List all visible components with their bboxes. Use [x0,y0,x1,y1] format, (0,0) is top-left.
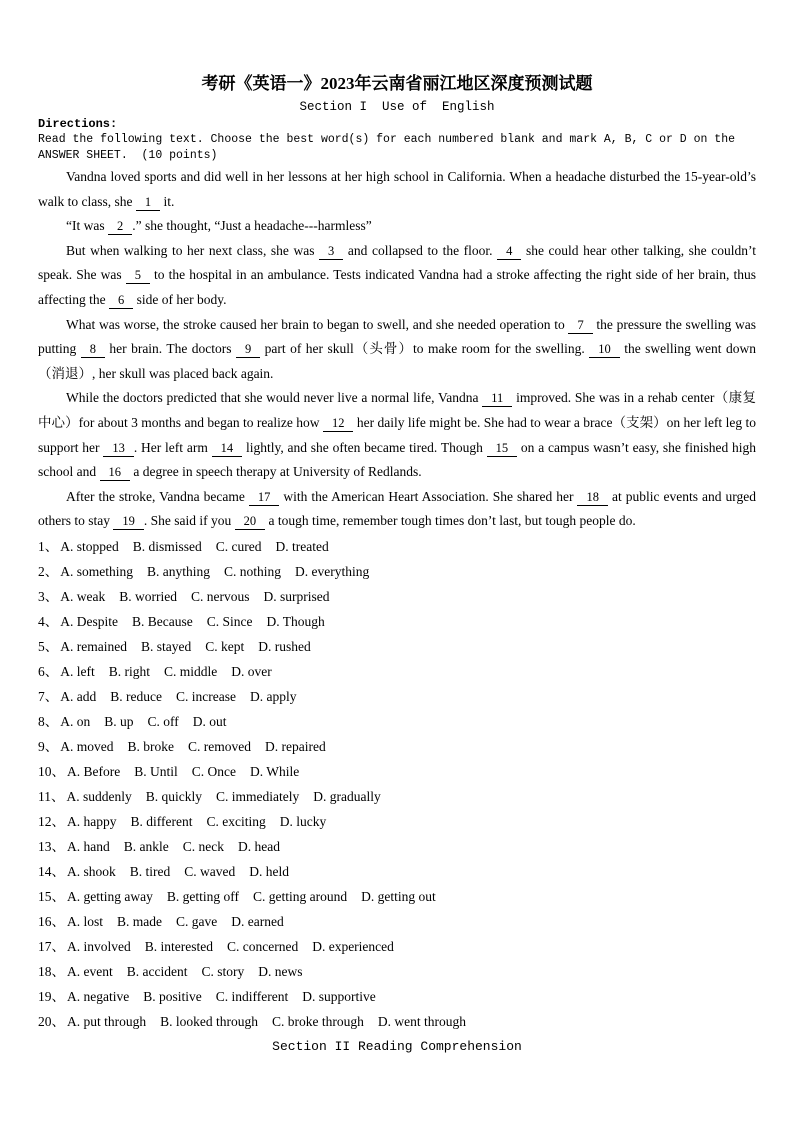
section2-heading: Section II Reading Comprehension [272,1038,522,1054]
question-14-option-A: A. shook [67,863,116,879]
question-row-4 [38,609,756,634]
cloze-blank-13: 13 [103,440,134,457]
cloze-blank-6: 6 [109,292,133,309]
question-row-10 [38,759,756,784]
question-number: 11、 [38,788,65,804]
question-number: 18、 [38,963,65,979]
question-10-option-D: D. While [250,763,300,779]
question-list [38,534,756,1034]
question-14-option-C: C. waved [184,863,236,879]
question-number: 3、 [38,588,59,604]
cloze-blank-12: 12 [323,415,354,432]
question-number: 13、 [38,838,65,854]
question-13-option-D: D. head [238,838,280,854]
cloze-blank-16: 16 [100,464,131,481]
passage-text: part of her skull（头骨）to make room for the swelling. [260,341,590,357]
question-5-option-C: C. kept [205,638,245,654]
question-11-option-C: C. immediately [216,788,300,804]
question-number: 1、 [38,538,59,554]
cloze-blank-18: 18 [577,489,608,506]
cloze-blank-8: 8 [81,341,105,358]
question-14-option-B: B. tired [129,863,171,879]
cloze-blank-1: 1 [136,194,160,211]
question-15-option-A: A. getting away [67,888,153,904]
question-11-option-B: B. quickly [145,788,202,804]
question-19-option-D: D. supportive [302,988,376,1004]
question-3-option-C: C. nervous [190,588,250,604]
question-12-option-B: B. different [130,813,193,829]
cloze-blank-14: 14 [212,440,243,457]
passage-text: at public events and urged others to stay [38,488,756,529]
question-number: 12、 [38,813,65,829]
question-2-option-A: A. something [60,563,133,579]
question-20-option-A: A. put through [67,1013,147,1029]
question-9-option-D: D. repaired [265,738,326,754]
question-17-option-B: B. interested [144,938,213,954]
question-20-option-D: D. went through [377,1013,466,1029]
cloze-blank-11: 11 [482,390,512,407]
question-16-option-B: B. made [117,913,163,929]
question-5-option-D: D. rushed [258,638,311,654]
question-19-option-A: A. negative [67,988,130,1004]
cloze-blank-4: 4 [497,243,521,260]
question-19-option-C: C. indifferent [215,988,289,1004]
question-17-option-A: A. involved [67,938,131,954]
question-row-14 [38,859,756,884]
question-15-option-D: D. getting out [361,888,436,904]
question-12-option-D: D. lucky [279,813,327,829]
passage-text: While the doctors predicted that she would never live a normal life, Vandna [66,390,483,406]
directions-text: Read the following text. Choose the best word(s) for each numbered blank and mark A, B, C or D on the ANSWER SHEET. (10 points) [38,133,742,162]
question-6-option-C: C. middle [164,663,218,679]
question-row-20 [38,1009,756,1034]
passage-text: her daily life might be. She had to wear a brace（支架）on her left leg to support her [38,414,756,455]
passage-text: After the stroke, Vandna became [66,488,249,504]
question-7-option-A: A. add [60,688,97,704]
question-row-15 [38,884,756,909]
passage-text: improved. She was in a rehab center（康复中心）for about 3 months and began to realize how [38,390,756,430]
cloze-blank-20: 20 [235,513,266,530]
question-row-11 [38,784,756,809]
question-4-option-A: A. Despite [60,613,118,629]
question-number: 15、 [38,888,65,904]
passage-text: a tough time, remember tough times don’t last, but tough people do. [265,513,636,529]
question-4-option-D: D. Though [266,613,325,629]
question-row-13 [38,834,756,859]
question-2-option-B: B. anything [147,563,210,579]
cloze-blank-19: 19 [113,513,144,530]
question-2-option-D: D. everything [295,563,370,579]
question-15-option-C: C. getting around [252,888,348,904]
question-number: 7、 [38,688,59,704]
passage-text: Vandna loved sports and did well in her lessons at her high school in California. When a headache disturbed the 15-year-old’s walk to class, she [38,169,756,209]
cloze-blank-7: 7 [568,317,592,334]
directions-label: Directions: [38,117,118,131]
question-8-option-A: A. on [60,713,91,729]
question-9-option-B: B. broke [127,738,174,754]
question-8-option-C: C. off [147,713,179,729]
cloze-passage [38,165,756,534]
passage-text: a degree in speech therapy at University of Redlands. [130,464,422,480]
question-row-19 [38,984,756,1009]
question-3-option-A: A. weak [60,588,106,604]
question-11-option-D: D. gradually [313,788,381,804]
question-17-option-C: C. concerned [226,938,299,954]
question-6-option-A: A. left [60,663,95,679]
section1-heading: Section I Use of English [299,100,495,114]
question-number: 16、 [38,913,65,929]
question-number: 2、 [38,563,59,579]
question-9-option-C: C. removed [188,738,251,754]
passage-text: side of her body. [133,291,227,307]
question-5-option-A: A. remained [60,638,127,654]
passage-paragraph-1 [38,165,756,214]
question-13-option-A: A. hand [67,838,110,854]
question-number: 19、 [38,988,65,1004]
question-number: 17、 [38,938,65,954]
passage-text: the swelling went down（消退）, her skull was placed back again. [38,341,756,381]
passage-paragraph-6 [38,485,756,534]
question-7-option-C: C. increase [175,688,236,704]
question-10-option-C: C. Once [191,763,236,779]
passage-text: on a campus wasn’t easy, she finished high school and [38,439,756,480]
question-8-option-D: D. out [192,713,227,729]
question-20-option-B: B. looked through [160,1013,258,1029]
question-row-12 [38,809,756,834]
question-18-option-D: D. news [258,963,303,979]
cloze-blank-2: 2 [108,218,132,235]
question-number: 4、 [38,613,59,629]
question-number: 5、 [38,638,59,654]
cloze-blank-17: 17 [249,489,280,506]
question-row-17 [38,934,756,959]
question-number: 9、 [38,738,59,754]
passage-text: with the American Heart Association. She shared her [279,488,578,504]
question-1-option-B: B. dismissed [132,538,202,554]
cloze-blank-9: 9 [236,341,260,358]
question-row-5 [38,634,756,659]
question-12-option-A: A. happy [67,813,117,829]
question-18-option-A: A. event [67,963,113,979]
passage-text: .” she thought, “Just a headache---harmless” [132,218,372,234]
passage-text: But when walking to her next class, she was [66,242,320,258]
question-4-option-C: C. Since [206,613,253,629]
passage-text: to the hospital in an ambulance. Tests indicated Vandna had a stroke affecting the right side of her brain, thus affecting the [38,267,756,307]
question-19-option-B: B. positive [143,988,202,1004]
question-4-option-B: B. Because [132,613,193,629]
question-13-option-B: B. ankle [123,838,169,854]
question-3-option-D: D. surprised [263,588,330,604]
question-17-option-D: D. experienced [312,938,394,954]
question-number: 14、 [38,863,65,879]
passage-paragraph-2 [38,214,756,239]
cloze-blank-15: 15 [487,440,518,457]
question-number: 10、 [38,763,65,779]
cloze-blank-3: 3 [319,243,343,260]
question-row-7 [38,684,756,709]
passage-paragraph-4 [38,313,756,387]
passage-text: her brain. The doctors [104,341,236,357]
passage-text: it. [160,193,175,209]
question-16-option-D: D. earned [231,913,284,929]
question-3-option-B: B. worried [119,588,177,604]
passage-text: What was worse, the stroke caused her brain to began to swell, and she needed operation to [66,316,569,332]
question-15-option-B: B. getting off [166,888,239,904]
question-13-option-C: C. neck [182,838,224,854]
question-1-option-D: D. treated [275,538,329,554]
question-5-option-B: B. stayed [140,638,192,654]
question-18-option-B: B. accident [126,963,188,979]
question-14-option-D: D. held [249,863,290,879]
question-row-8 [38,709,756,734]
question-row-18 [38,959,756,984]
question-row-1 [38,534,756,559]
passage-text: . Her left arm [133,439,212,455]
question-10-option-A: A. Before [67,763,121,779]
passage-text: and collapsed to the floor. [343,242,498,258]
passage-paragraph-3 [38,239,756,313]
question-8-option-B: B. up [104,713,134,729]
cloze-blank-5: 5 [126,267,150,284]
question-16-option-C: C. gave [176,913,218,929]
question-11-option-A: A. suddenly [66,788,132,804]
question-20-option-C: C. broke through [272,1013,364,1029]
question-row-3 [38,584,756,609]
passage-text: “It was [66,218,108,234]
passage-text: . She said if you [143,513,235,529]
question-12-option-C: C. exciting [206,813,266,829]
question-6-option-D: D. over [231,663,272,679]
exam-title: 考研《英语一》2023年云南省丽江地区深度预测试题 [201,74,593,93]
question-1-option-C: C. cured [215,538,262,554]
question-row-9 [38,734,756,759]
question-1-option-A: A. stopped [60,538,119,554]
question-2-option-C: C. nothing [224,563,282,579]
question-number: 20、 [38,1013,65,1029]
question-10-option-B: B. Until [134,763,178,779]
question-number: 6、 [38,663,59,679]
question-row-16 [38,909,756,934]
question-7-option-D: D. apply [249,688,297,704]
question-row-6 [38,659,756,684]
question-9-option-A: A. moved [60,738,114,754]
passage-text: the pressure the swelling was putting [38,316,756,357]
question-number: 8、 [38,713,59,729]
cloze-blank-10: 10 [589,341,620,358]
passage-text: she could hear other talking, she couldn’t speak. She was [38,242,756,283]
passage-paragraph-5 [38,386,756,484]
passage-text: lightly, and she often became tired. Though [242,439,487,455]
question-18-option-C: C. story [201,963,245,979]
question-6-option-B: B. right [108,663,151,679]
question-16-option-A: A. lost [67,913,104,929]
question-7-option-B: B. reduce [110,688,162,704]
question-row-2 [38,559,756,584]
